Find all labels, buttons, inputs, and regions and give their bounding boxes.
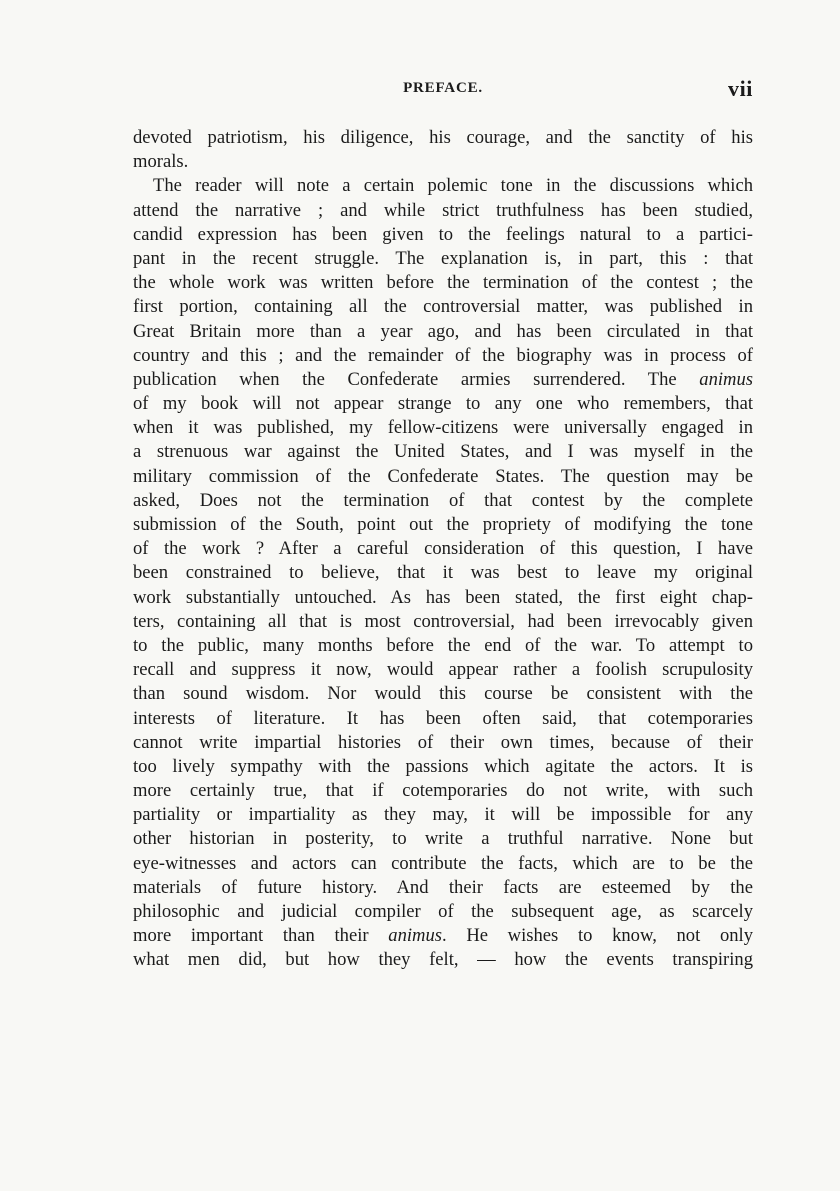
text-line xyxy=(133,682,753,706)
text-line xyxy=(133,900,753,924)
text-line xyxy=(133,924,753,948)
line-text: than sound wisdom. Nor would this course be consistent with the xyxy=(133,683,753,705)
text-line xyxy=(133,126,753,150)
text-line xyxy=(133,513,753,537)
text-line xyxy=(133,803,753,827)
line-text: The reader will note a certain polemic tone in the discussions which xyxy=(153,175,753,197)
page-number: vii xyxy=(727,76,753,101)
text-line xyxy=(133,150,753,174)
text-line xyxy=(133,707,753,731)
text-line xyxy=(133,344,753,368)
line-text: what men did, but how they felt, — how the events transpiring xyxy=(133,949,753,971)
text-line xyxy=(133,876,753,900)
line-text: military commission of the Confederate States. The question may be xyxy=(133,465,753,487)
line-text: materials of future history. And their facts are esteemed by the xyxy=(133,876,753,898)
text-line xyxy=(133,489,753,513)
text-line xyxy=(133,948,753,972)
text-line xyxy=(133,731,753,755)
line-text: submission of the South, point out the propriety of modifying the tone xyxy=(133,514,753,535)
line-text: of my book will not appear strange to any one who remembers, that xyxy=(133,393,753,415)
text-line xyxy=(133,392,753,416)
text-line xyxy=(133,755,753,779)
line-text-after: . He wishes to know, not only xyxy=(442,925,753,947)
line-text: a strenuous war against the United States, and I was myself in the xyxy=(133,441,753,463)
text-line xyxy=(133,174,753,198)
text-line xyxy=(133,465,753,489)
line-text: asked, Does not the termination of that contest by the complete xyxy=(133,489,753,511)
text-line xyxy=(133,634,753,658)
running-title: PREFACE. xyxy=(403,80,483,96)
line-text: more important than their xyxy=(133,925,389,947)
line-text: Great Britain more than a year ago, and has been circulated in that xyxy=(133,320,753,342)
line-text: eye-witnesses and actors can contribute the facts, which are to be the xyxy=(133,852,753,874)
line-text: ters, containing all that is most controversial, had been irrevocably given xyxy=(133,610,753,632)
text-line xyxy=(133,852,753,876)
text-line xyxy=(133,779,753,803)
text-line xyxy=(133,658,753,682)
line-text: partiality or impartiality as they may, it will be impossible for any xyxy=(133,804,753,826)
line-text: when it was published, my fellow-citizens were universally engaged in xyxy=(133,417,753,439)
line-text: first portion, containing all the controversial matter, was published in xyxy=(133,296,753,318)
line-text: attend the narrative ; and while strict truthfulness has been studied, xyxy=(133,199,753,221)
italic-word: animus xyxy=(699,368,753,390)
text-line xyxy=(133,586,753,610)
text-line xyxy=(133,416,753,440)
text-line xyxy=(133,827,753,851)
text-line xyxy=(133,247,753,271)
line-text: pant in the recent struggle. The explanation is, in part, this : that xyxy=(133,247,753,269)
text-line xyxy=(133,561,753,585)
body-text xyxy=(133,126,753,973)
text-line xyxy=(133,368,753,392)
line-text: philosophic and judicial compiler of the subsequent age, as scarcely xyxy=(133,901,753,922)
line-text: cannot write impartial histories of their own times, because of their xyxy=(133,731,753,753)
line-text: publication when the Confederate armies surrendered. The xyxy=(133,368,700,390)
text-line xyxy=(133,223,753,247)
line-text: devoted patriotism, his diligence, his courage, and the sanctity of his xyxy=(133,127,753,148)
text-line xyxy=(133,320,753,344)
line-text: of the work ? After a careful consideration of this question, I have xyxy=(133,538,753,560)
text-line xyxy=(133,537,753,561)
text-line xyxy=(133,440,753,464)
line-text: morals. xyxy=(133,151,189,173)
line-text: the whole work was written before the termination of the contest ; the xyxy=(133,272,753,294)
line-text: interests of literature. It has been often said, that cotemporaries xyxy=(133,707,753,729)
line-text: other historian in posterity, to write a truthful narrative. None but xyxy=(133,828,753,850)
line-text: work substantially untouched. As has been stated, the first eight chap- xyxy=(133,586,753,608)
text-line xyxy=(133,295,753,319)
text-line xyxy=(133,610,753,634)
text-line xyxy=(133,199,753,223)
italic-word: animus xyxy=(388,925,442,947)
line-text: candid expression has been given to the feelings natural to a partici- xyxy=(133,223,753,245)
line-text: been constrained to believe, that it was best to leave my original xyxy=(133,562,753,584)
line-text: more certainly true, that if cotemporaries do not write, with such xyxy=(133,780,753,802)
text-line xyxy=(133,271,753,295)
line-text: country and this ; and the remainder of the biography was in process of xyxy=(133,344,753,366)
line-text: too lively sympathy with the passions which agitate the actors. It is xyxy=(133,755,753,777)
line-text: to the public, many months before the end of the war. To attempt to xyxy=(133,634,753,656)
line-text: recall and suppress it now, would appear rather a foolish scrupulosity xyxy=(133,659,753,681)
running-head xyxy=(133,76,753,104)
